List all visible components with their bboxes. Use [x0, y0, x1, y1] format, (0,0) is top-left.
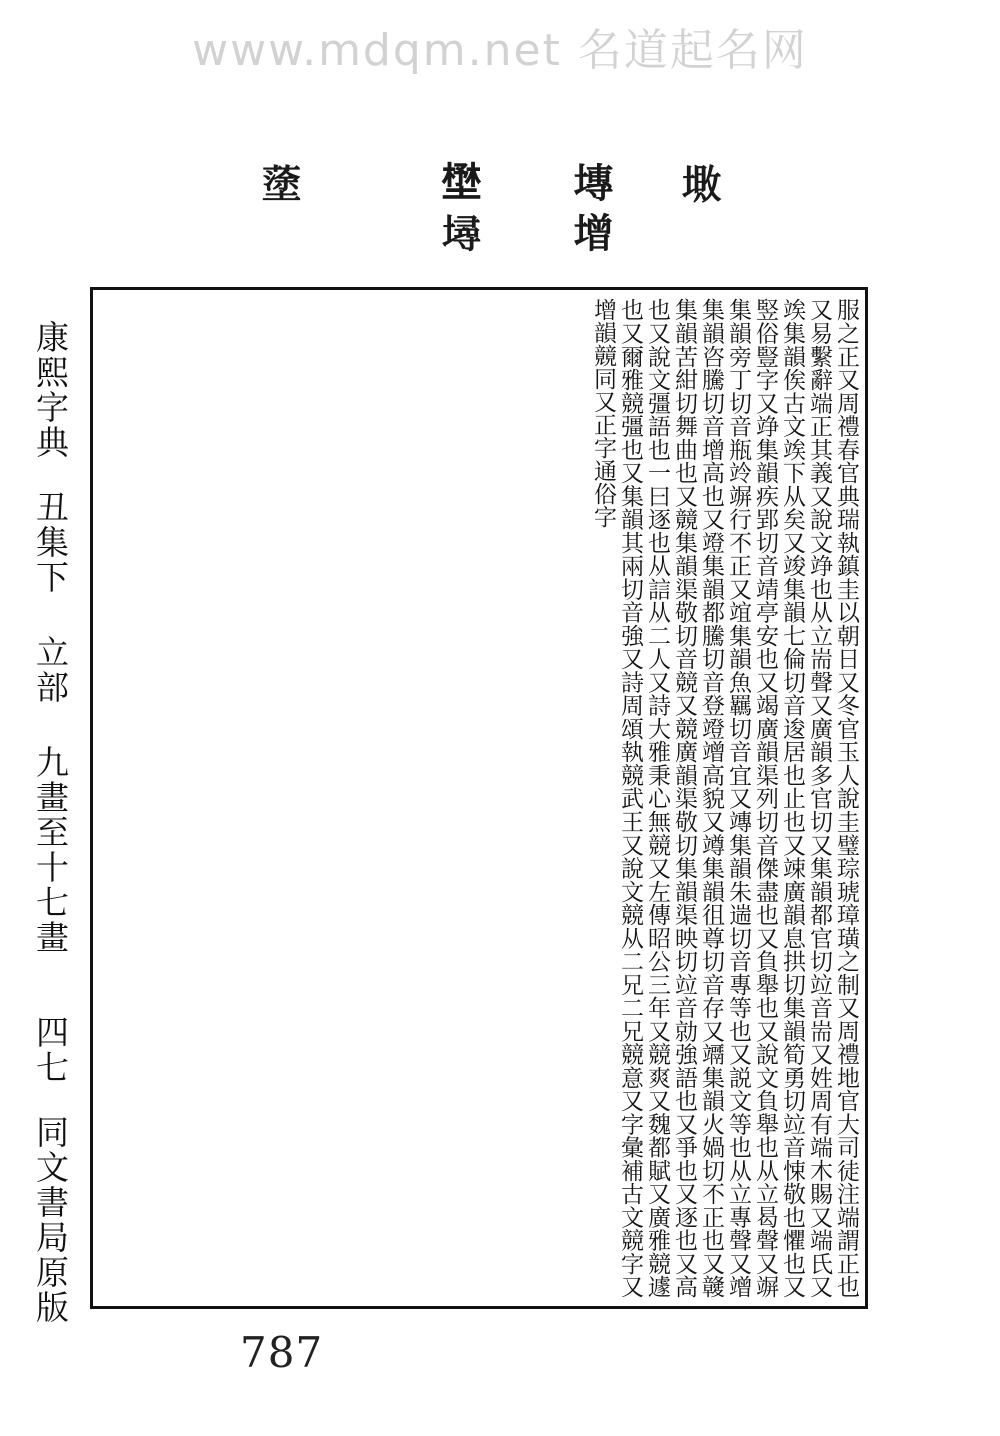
stroke-range-label: 九畫至十七畫	[31, 745, 70, 955]
volume-label: 丑集下	[31, 490, 70, 595]
main-text-frame	[90, 287, 868, 1309]
publisher-label: 同文書局原版	[31, 1115, 70, 1325]
page-number: 787	[240, 1328, 324, 1377]
book-title: 康熙字典	[31, 320, 70, 460]
watermark: www.mdqm.net 名道起名网	[192, 25, 808, 76]
seal-script-row	[240, 162, 760, 282]
seal-glyph: 𡒎	[257, 162, 304, 200]
side-header	[30, 320, 70, 1340]
radical-label: 立部	[31, 635, 70, 705]
seal-glyph: 𡏯	[677, 162, 724, 200]
seal-glyph: 𡐨 𡑎	[437, 162, 484, 250]
leaf-number: 四七	[31, 1015, 70, 1085]
dictionary-entries: 服之正又周禮春官典瑞執鎮圭以朝日又冬官玉人說圭璧琮琥璋璜之制又周禮地官大司徒注端謂正也又易繫辭端正其義又說文竫也从立耑聲又廣韻多官切又集韻都官切竝音耑又姓周有端木賜又端氏又竢集韻俟古文竢下从矣又竣集韻七倫切音逡居也止也又竦廣韻息拱切集韻筍勇切竝音悚敬也懼也又竪俗豎字又竫集韻疾郢切音靖亭安也又竭廣韻渠列切音傑盡也又負舉也又說文負舉也从立曷聲又竮集韻旁丁切音瓶竛竮行不正又竩集韻魚羈切音宜又竱集韻朱遄切音專等也又説文等也从立專聲又竲集韻咨騰切音增高也又竳集韻都騰切音登竳竲高貌又竴集韻徂尊切音存又竵集韻火媧切不正也又竷集韻苦紺切舞曲也又竸集韻渠敬切音競又競廣韻渠敬切集韻渠映切竝音勍強語也又爭也又逐也又高也又說文彊語也一曰逐也从誩从二人又詩大雅秉心無競又左傳昭公三年又競爽又魏都賦又廣雅競遽也又爾雅競彊也又集韻其兩切音強又詩周頌執競武王又說文競从二兄二兄競意又字彙補古文競字又增韻竸同又正字通俗字	[590, 298, 859, 1298]
seal-glyph: 塼 增	[567, 162, 614, 250]
